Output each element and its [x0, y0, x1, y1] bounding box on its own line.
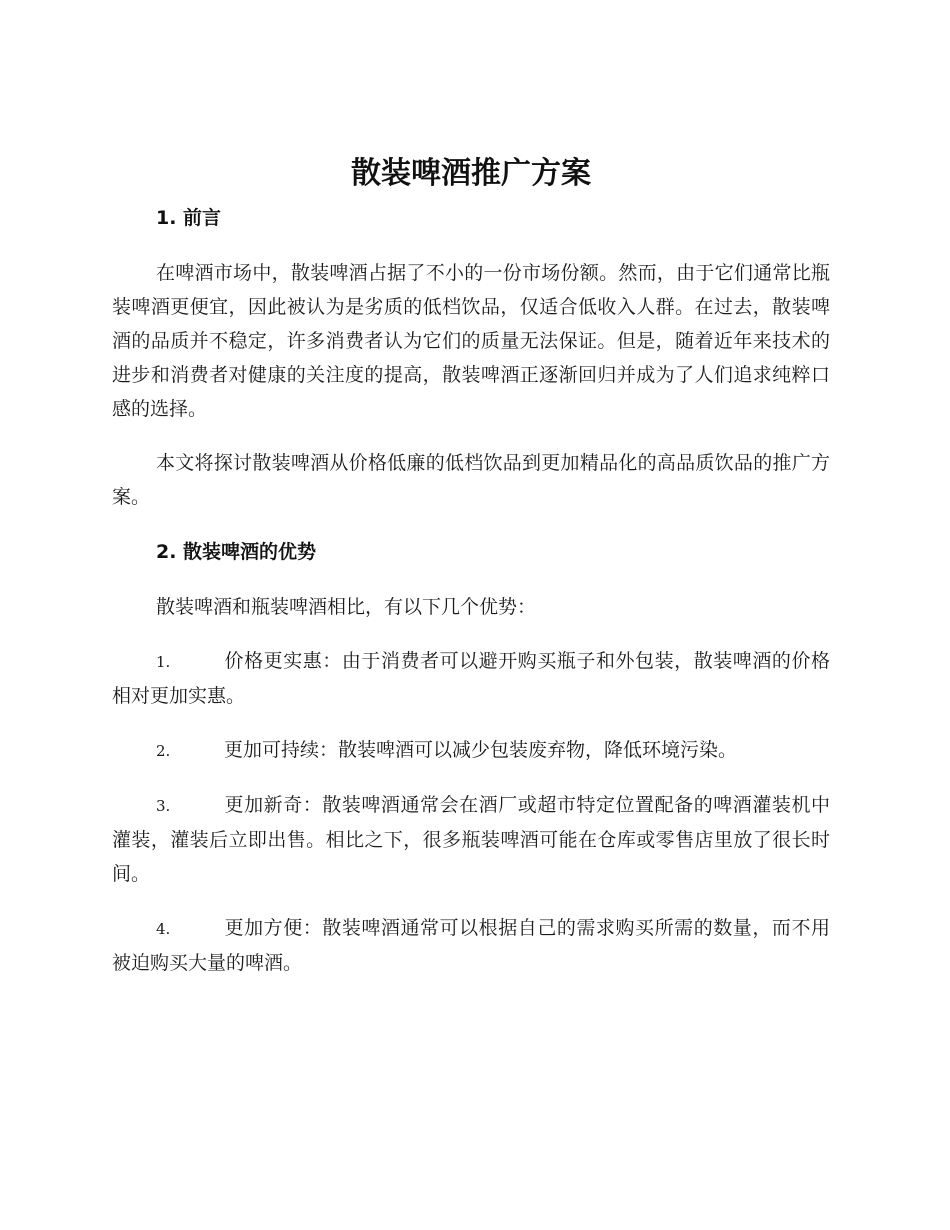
section-heading-preface: 1. 前言 [156, 207, 222, 229]
list-item [112, 911, 830, 980]
list-text: 更加可持续：散装啤酒可以减少包装废弃物，降低环境污染。 [224, 739, 738, 761]
list-text: 价格更实惠：由于消费者可以避开购买瓶子和外包装，散装啤酒的价格相对更加实惠。 [112, 650, 830, 707]
list-number: 4. [156, 920, 171, 938]
list-item [112, 788, 830, 891]
paragraph-intro: 散装啤酒和瓶装啤酒相比，有以下几个优势： [156, 596, 537, 618]
list-text: 更加方便：散装啤酒通常可以根据自己的需求购买所需的数量，而不用被迫购买大量的啤酒。 [112, 917, 830, 974]
paragraph: 在啤酒市场中，散装啤酒占据了不小的一份市场份额。然而，由于它们通常比瓶装啤酒更便宜，因此被认为是劣质的低档饮品，仅适合低收入人群。在过去，散装啤酒的品质并不稳定，许多消费者认为它们的质量无法保证。但是，随着近年来技术的进步和消费者对健康的关注度的提高，散装啤酒正逐渐回归并成为了人们追求纯粹口感的选择。 [112, 262, 830, 420]
document-title: 散装啤酒推广方案 [351, 156, 591, 191]
list-number: 2. [156, 742, 171, 760]
list-number: 3. [156, 797, 171, 815]
list-text: 更加新奇：散装啤酒通常会在酒厂或超市特定位置配备的啤酒灌装机中灌装，灌装后立即出售。相比之下，很多瓶装啤酒可能在仓库或零售店里放了很长时间。 [112, 794, 830, 885]
list-item [112, 644, 830, 713]
list-item [112, 733, 830, 768]
list-number: 1. [156, 653, 171, 671]
document-page [112, 150, 830, 1000]
section-heading-advantages: 2. 散装啤酒的优势 [156, 541, 317, 563]
paragraph: 本文将探讨散装啤酒从价格低廉的低档饮品到更加精品化的高品质饮品的推广方案。 [112, 452, 830, 508]
